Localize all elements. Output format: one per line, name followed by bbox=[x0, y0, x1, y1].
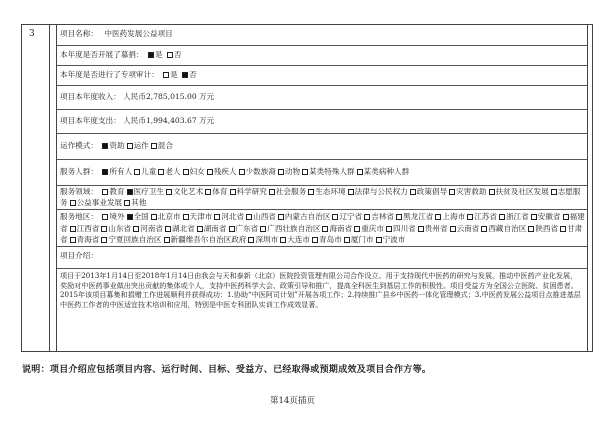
service-region-option-label: 江西省 bbox=[76, 223, 100, 233]
service-population-checkbox[interactable] bbox=[134, 169, 140, 175]
service-region-checkbox[interactable] bbox=[229, 226, 235, 232]
service-region-checkbox[interactable] bbox=[560, 226, 566, 232]
page-footer: 第14页插页 bbox=[270, 396, 315, 406]
service-field-row bbox=[57, 185, 587, 209]
service-field-checkbox[interactable] bbox=[230, 189, 236, 195]
row-number-cell bbox=[22, 25, 50, 351]
service-region-option-label: 北京市 bbox=[157, 212, 181, 221]
service-region-checkbox[interactable] bbox=[70, 226, 76, 232]
service-region-checkbox[interactable] bbox=[246, 214, 252, 220]
introduction-text: 项目于2013年1月14日至2018年1月14日由我会与天和泰新（北京）医院投资管理有限公司合作设立。用于支持现代中医药的研究与发展，推动中医药产业化发展，奖励对中医药事业做出突出贡献的集体或个人，支持中医药科学大会、政策引导和推广，提高全科医生到基层工作的积极性。项目受益方为全国公立医院、贫困患者。2015年该项目募集和捐赠工作进展顺利并获得成功：1.协助“中医阿司计划”开展各项工作；2.持续推广县乡中医药一体化管理模式；3.中医药发展公益项目点推进基层中医药工作者的中医适宜技术培训和应用，特别是中医专科团队实训工作成效显著。 bbox=[60, 271, 581, 309]
operation-mode-option-label: 运作 bbox=[133, 141, 149, 150]
operation-mode-option-label: 资助 bbox=[109, 141, 125, 150]
operation-mode-checkbox[interactable] bbox=[102, 143, 108, 149]
service-region-label: 服务地区： bbox=[60, 212, 98, 221]
audit-no-label: 否 bbox=[189, 70, 197, 79]
service-population-option-label: 动物 bbox=[284, 167, 301, 176]
service-region-option-label: 青岛市 bbox=[319, 235, 342, 244]
service-field-checkbox[interactable] bbox=[70, 200, 76, 206]
service-field-label: 服务领域： bbox=[60, 187, 98, 196]
service-region-option-label: 四川省 bbox=[393, 223, 416, 233]
service-field-checkbox[interactable] bbox=[489, 189, 495, 195]
service-population-label: 服务人群： bbox=[60, 167, 98, 176]
service-region-option-label: 厦门市 bbox=[350, 235, 374, 244]
project-name-row bbox=[57, 25, 587, 45]
service-region-checkbox[interactable] bbox=[467, 214, 473, 220]
service-region-checkbox[interactable] bbox=[248, 237, 254, 243]
service-population-option-label: 残疾人 bbox=[213, 167, 237, 176]
operation-mode-option-label: 混合 bbox=[157, 141, 173, 150]
service-region-option-label: 湖南省 bbox=[203, 223, 227, 233]
service-region-checkbox[interactable] bbox=[197, 226, 203, 232]
service-population-option-label: 某类病种人群 bbox=[363, 167, 410, 176]
service-region-option-label: 全国 bbox=[133, 212, 149, 221]
service-region-option-label: 天津市 bbox=[189, 212, 213, 221]
service-region-checkbox[interactable] bbox=[386, 226, 392, 232]
service-region-checkbox[interactable] bbox=[531, 214, 537, 220]
service-population-checkbox[interactable] bbox=[357, 169, 363, 175]
service-field-option-label: 社会服务 bbox=[275, 187, 307, 196]
service-field-checkbox[interactable] bbox=[449, 189, 455, 195]
service-region-checkbox[interactable] bbox=[214, 214, 220, 220]
service-region-checkbox[interactable] bbox=[133, 226, 139, 232]
operation-mode-label: 运作模式： bbox=[60, 141, 98, 150]
service-region-checkbox[interactable] bbox=[101, 237, 107, 243]
service-region-option-label: 上海市 bbox=[442, 212, 466, 221]
service-region-checkbox[interactable] bbox=[344, 237, 350, 243]
service-region-option-label: 辽宁省 bbox=[339, 212, 363, 221]
service-population-checkbox[interactable] bbox=[278, 169, 284, 175]
service-region-checkbox[interactable] bbox=[164, 237, 170, 243]
service-field-option-label: 体育 bbox=[212, 187, 228, 196]
service-region-checkbox[interactable] bbox=[312, 237, 318, 243]
income-label: 项目本年度收入： bbox=[60, 92, 121, 101]
service-field-checkbox[interactable] bbox=[348, 189, 354, 195]
audit-yes-checkbox[interactable] bbox=[163, 72, 169, 78]
fundraising-row bbox=[57, 45, 587, 65]
service-region-checkbox[interactable] bbox=[278, 214, 284, 220]
service-population-option-label: 少数族裔 bbox=[245, 167, 276, 176]
operation-mode-checkbox[interactable] bbox=[127, 143, 133, 149]
service-region-option-label: 陕西省 bbox=[535, 223, 559, 233]
service-region-checkbox[interactable] bbox=[481, 226, 487, 232]
service-region-checkbox[interactable] bbox=[376, 237, 382, 243]
service-region-checkbox[interactable] bbox=[101, 226, 107, 232]
service-region-option-label: 浙江省 bbox=[505, 212, 529, 221]
service-field-checkbox[interactable] bbox=[166, 189, 172, 195]
service-population-row bbox=[57, 159, 587, 185]
fundraising-question: 本年度是否开展了募捐： bbox=[60, 50, 144, 59]
service-field-option-label: 生态环境 bbox=[315, 187, 346, 196]
project-form-table bbox=[21, 24, 593, 352]
operation-mode-options bbox=[100, 141, 173, 150]
project-name-value: 中医药发展公益项目 bbox=[104, 29, 173, 38]
service-population-options bbox=[100, 167, 409, 176]
service-population-checkbox[interactable] bbox=[102, 169, 108, 175]
service-region-checkbox[interactable] bbox=[364, 214, 370, 220]
service-field-checkbox[interactable] bbox=[102, 189, 108, 195]
service-field-option-label: 政策倡导 bbox=[416, 187, 448, 196]
service-region-checkbox[interactable] bbox=[280, 237, 286, 243]
service-region-checkbox[interactable] bbox=[165, 226, 171, 232]
service-region-checkbox[interactable] bbox=[260, 226, 266, 232]
service-region-option-label: 贵州省 bbox=[424, 223, 448, 233]
service-region-checkbox[interactable] bbox=[354, 226, 360, 232]
audit-yes-label: 是 bbox=[170, 70, 178, 79]
service-region-option-label: 湖北省 bbox=[171, 223, 195, 233]
service-region-option-label: 境外 bbox=[109, 212, 125, 221]
introduction-text-row bbox=[57, 268, 587, 353]
service-region-checkbox[interactable] bbox=[332, 214, 338, 220]
service-population-option-label: 儿童 bbox=[141, 167, 157, 176]
service-region-option-label: 山东省 bbox=[108, 223, 132, 233]
row-number: 3 bbox=[29, 29, 35, 39]
expense-row bbox=[57, 109, 587, 133]
fundraising-no-label: 否 bbox=[173, 50, 182, 59]
service-region-checkbox[interactable] bbox=[396, 214, 402, 220]
service-region-option-label: 云南省 bbox=[456, 223, 480, 233]
service-region-checkbox[interactable] bbox=[563, 214, 569, 220]
service-field-option-label: 教育 bbox=[109, 187, 125, 196]
project-name-label: 项目名称： bbox=[60, 29, 98, 38]
service-region-option-label: 安徽省 bbox=[537, 212, 561, 221]
introduction-label-row bbox=[57, 246, 587, 268]
service-field-option-label: 灾害救助 bbox=[456, 187, 487, 196]
service-population-checkbox[interactable] bbox=[302, 169, 308, 175]
service-population-option-label: 所有人 bbox=[109, 167, 133, 176]
service-region-option-label: 山西省 bbox=[253, 212, 276, 221]
service-region-option-label: 宁夏回族自治区 bbox=[108, 235, 162, 244]
service-region-checkbox[interactable] bbox=[102, 214, 108, 220]
operation-mode-checkbox[interactable] bbox=[151, 143, 157, 149]
service-region-option-label: 深圳市 bbox=[255, 235, 279, 244]
service-region-option-label: 江苏省 bbox=[474, 212, 497, 221]
service-population-checkbox[interactable] bbox=[183, 169, 189, 175]
service-region-checkbox[interactable] bbox=[127, 214, 133, 220]
service-population-checkbox[interactable] bbox=[239, 169, 245, 175]
service-field-checkbox[interactable] bbox=[205, 189, 211, 195]
service-field-checkbox[interactable] bbox=[124, 200, 130, 206]
audit-row bbox=[57, 65, 587, 85]
income-row bbox=[57, 85, 587, 109]
service-field-checkbox[interactable] bbox=[551, 189, 557, 195]
service-field-option-label: 文化艺术 bbox=[172, 187, 204, 196]
service-region-option-label: 青海省 bbox=[76, 235, 100, 244]
service-region-option-label: 甘肃省 bbox=[60, 223, 583, 244]
service-region-checkbox[interactable] bbox=[183, 214, 189, 220]
service-population-option-label: 某类特殊人群 bbox=[309, 167, 355, 176]
audit-question: 本年度是否进行了专项审计： bbox=[60, 70, 159, 79]
service-region-checkbox[interactable] bbox=[499, 214, 505, 220]
service-region-option-label: 重庆市 bbox=[361, 223, 384, 233]
service-region-checkbox[interactable] bbox=[435, 214, 441, 220]
service-field-option-label: 医疗卫生 bbox=[133, 187, 164, 196]
service-region-checkbox[interactable] bbox=[322, 226, 328, 232]
service-region-options bbox=[60, 212, 585, 244]
service-region-option-label: 广东省 bbox=[235, 223, 259, 233]
service-region-option-label: 河南省 bbox=[140, 223, 163, 233]
project-fields bbox=[56, 25, 588, 351]
service-region-option-label: 海南省 bbox=[329, 223, 353, 233]
service-field-options bbox=[60, 187, 580, 207]
service-field-checkbox[interactable] bbox=[308, 189, 314, 195]
income-value: 人民币2,785,015.00 万元 bbox=[123, 92, 215, 101]
service-region-option-label: 新疆维吾尔自治区政府 bbox=[170, 235, 247, 244]
service-field-checkbox[interactable] bbox=[410, 189, 416, 195]
service-population-checkbox[interactable] bbox=[158, 169, 164, 175]
service-region-checkbox[interactable] bbox=[418, 226, 424, 232]
service-field-option-label: 法律与公民权力 bbox=[354, 187, 408, 196]
service-region-option-label: 黑龙江省 bbox=[403, 212, 434, 221]
service-population-option-label: 老人 bbox=[165, 167, 181, 176]
operation-mode-row bbox=[57, 133, 587, 159]
form-note: 说明：项目介绍应包括项目内容、运行时间、目标、受益方、已经取得或预期成效及项目合作方等。 bbox=[22, 365, 432, 375]
service-region-option-label: 河北省 bbox=[221, 212, 245, 221]
service-region-checkbox[interactable] bbox=[450, 226, 456, 232]
service-population-option-label: 妇女 bbox=[189, 167, 205, 176]
service-field-option-label: 其他 bbox=[131, 197, 147, 207]
fundraising-no-checkbox[interactable] bbox=[167, 52, 173, 58]
service-region-checkbox[interactable] bbox=[70, 237, 76, 243]
expense-label: 项目本年度支出： bbox=[60, 116, 121, 125]
expense-value: 人民币1,994,403.67 万元 bbox=[123, 116, 215, 125]
service-region-option-label: 福建省 bbox=[60, 212, 585, 233]
service-region-option-label: 大连市 bbox=[287, 235, 311, 244]
fundraising-yes-label: 是 bbox=[154, 50, 163, 59]
service-region-option-label: 吉林省 bbox=[371, 212, 395, 221]
service-region-option-label: 宁波市 bbox=[382, 235, 406, 244]
audit-no-checkbox[interactable] bbox=[182, 72, 188, 78]
service-population-checkbox[interactable] bbox=[207, 169, 213, 175]
service-field-option-label: 公益事业发展 bbox=[76, 197, 123, 207]
service-field-option-label: 扶贫及社区发展 bbox=[495, 187, 549, 196]
service-region-option-label: 广西壮族自治区 bbox=[267, 223, 321, 233]
service-region-checkbox[interactable] bbox=[528, 226, 534, 232]
fundraising-yes-checkbox[interactable] bbox=[148, 52, 154, 58]
service-field-checkbox[interactable] bbox=[269, 189, 275, 195]
service-region-option-label: 内蒙古自治区 bbox=[284, 212, 331, 221]
introduction-label: 项目介绍： bbox=[60, 251, 98, 260]
service-region-checkbox[interactable] bbox=[151, 214, 157, 220]
service-field-checkbox[interactable] bbox=[127, 189, 133, 195]
service-field-option-label: 志愿服务 bbox=[60, 187, 581, 207]
service-region-option-label: 西藏自治区 bbox=[488, 223, 527, 233]
service-field-option-label: 科学研究 bbox=[236, 187, 267, 196]
service-region-row bbox=[57, 209, 587, 246]
